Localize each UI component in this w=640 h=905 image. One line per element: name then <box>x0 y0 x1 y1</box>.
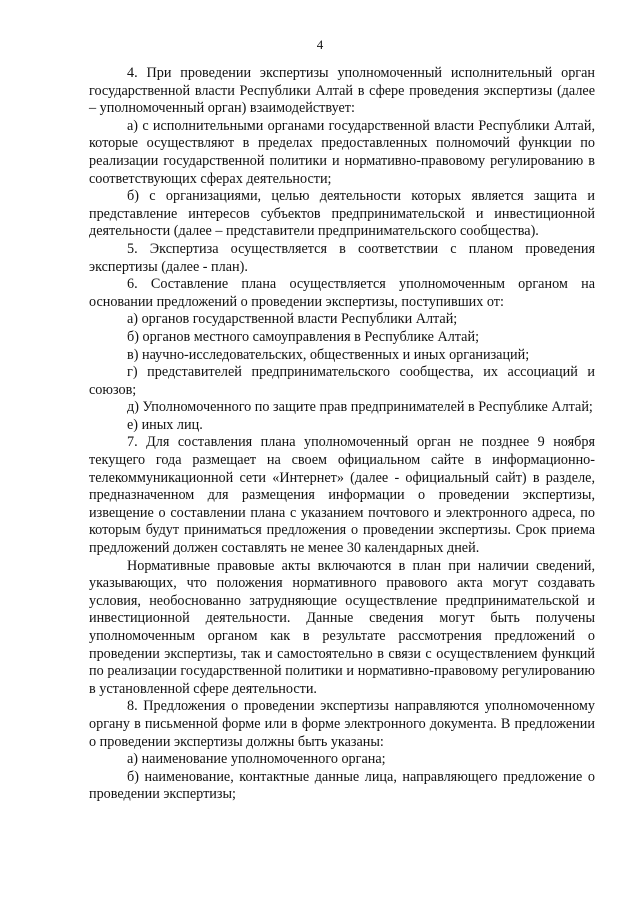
page-number: 4 <box>316 37 324 52</box>
paragraph-6-item-g: г) представителей предпринимательского сообщества, их ассоциаций и союзов; <box>89 364 595 398</box>
paragraph-8-intro: 8. Предложения о проведении экспертизы направляются уполномоченному органу в письменной форме или в форме электронного документа. В предложении о проведении экспертизы должны быть указаны: <box>89 698 595 750</box>
paragraph-4-item-b: б) с организациями, целью деятельности которых является защита и представление интересов субъектов предпринимательской и инвестиционной деятельности (далее – представители предпринимательского сообщества). <box>89 188 595 240</box>
paragraph-4-item-a: а) с исполнительными органами государственной власти Республики Алтай, которые осуществляют в пределах предоставленных полномочий функции по реализации государственной политики и нормативно-правовому регулированию в соответствующих сферах деятельности; <box>89 117 595 187</box>
paragraph-6-item-v: в) научно-исследовательских, общественных и иных организаций; <box>127 346 530 363</box>
paragraph-4-intro: 4. При проведении экспертизы уполномоченный исполнительный орган государственной власти Республики Алтай в сфере проведения экспертизы (далее – уполномоченный орган) взаимодействует: <box>89 65 595 117</box>
paragraph-5: 5. Экспертиза осуществляется в соответствии с планом проведения экспертизы (далее - план). <box>89 240 595 275</box>
paragraph-7: 7. Для составления плана уполномоченный орган не позднее 9 ноября текущего года размещает на своем официальном сайте в информационно-телекоммуникационной сети «Интернет» (далее - официальный сайт) в разделе, предназначенном для размещения информации о проведении экспертизы, извещение о составлении плана с указанием почтового и электронного адреса, по которым будут приниматься предложения о проведении экспертизы. Срок приема предложений должен составлять не менее 30 календарных дней. <box>89 434 595 557</box>
document-body <box>89 65 595 804</box>
paragraph-6-item-e: е) иных лиц. <box>127 416 203 433</box>
paragraph-8-item-a: а) наименование уполномоченного органа; <box>127 751 386 768</box>
paragraph-6-item-d: д) Уполномоченного по защите прав предпринимателей в Республике Алтай; <box>127 399 593 416</box>
paragraph-6-item-a: а) органов государственной власти Республики Алтай; <box>127 311 458 328</box>
paragraph-6-item-b: б) органов местного самоуправления в Республике Алтай; <box>127 328 480 345</box>
paragraph-6-intro: 6. Составление плана осуществляется уполномоченным органом на основании предложений о проведении экспертизы, поступивших от: <box>89 276 595 310</box>
paragraph-7-continued: Нормативные правовые акты включаются в план при наличии сведений, указывающих, что положения нормативного правового акта могут создавать условия, необоснованно затрудняющие осуществление предпринимательской и инвестиционной деятельности. Данные сведения могут быть получены уполномоченным органом как в результате рассмотрения предложений о проведении экспертизы, так и самостоятельно в связи с осуществлением функций по реализации государственной политики и нормативно-правовому регулированию в установленной сфере деятельности. <box>89 557 595 697</box>
paragraph-8-item-b: б) наименование, контактные данные лица, направляющего предложение о проведении экспертизы; <box>89 768 595 803</box>
